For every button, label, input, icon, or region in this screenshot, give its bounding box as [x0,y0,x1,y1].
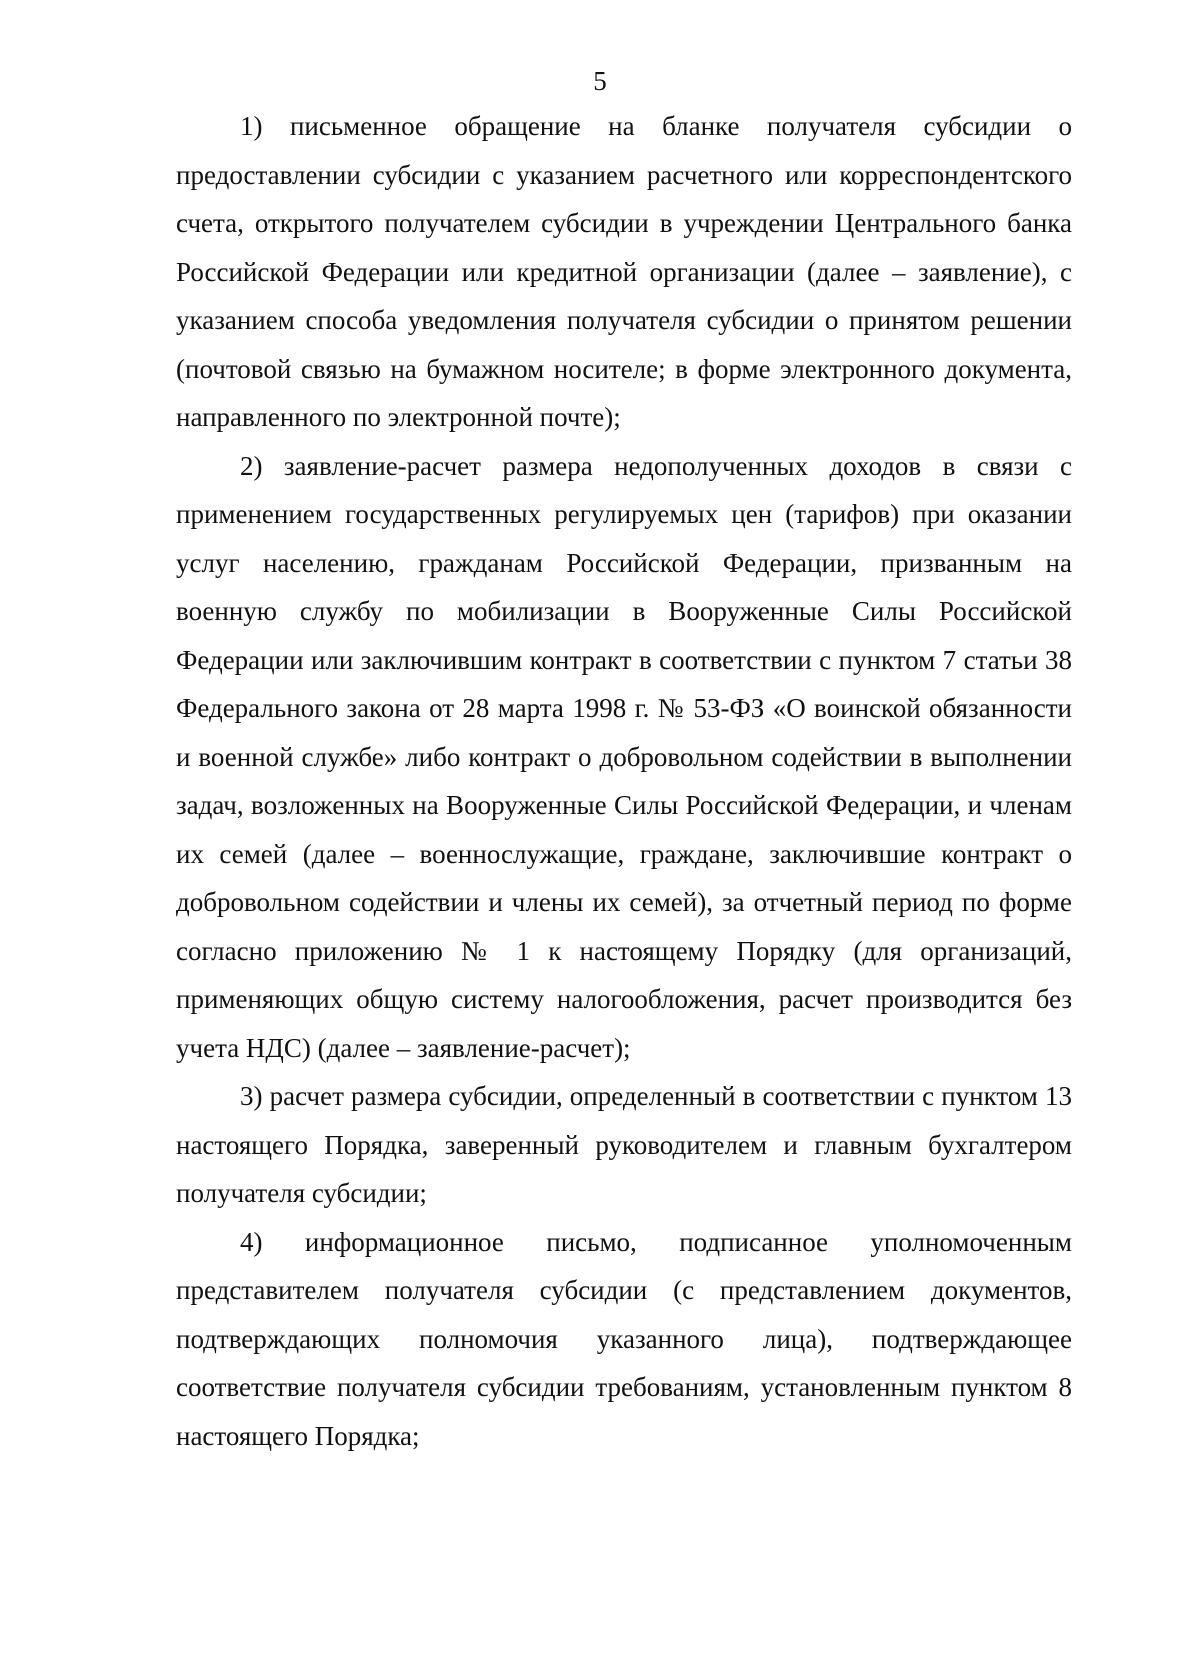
paragraph-item-1: 1) письменное обращение на бланке получателя субсидии о предоставлении субсидии с указанием расчетного или корреспондентского счета, открытого получателем субсидии в учреждении Центрального банка Российской Федерации или кредитной организации (далее – заявление), с указанием способа уведомления получателя субсидии о принятом решении (почтовой связью на бумажном носителе; в форме электронного документа, направленного по электронной почте); [176,111,1072,432]
paragraph-item-4: 4) информационное письмо, подписанное уполномоченным представителем получателя субсидии (с представлением документов, подтверждающих полномочия указанного лица), подтверждающее соответствие получателя субсидии требованиям, установленным пунктом 8 настоящего Порядка; [176,1226,1072,1451]
page-number: 5 [593,66,607,96]
paragraph-item-3: 3) расчет размера субсидии, определенный в соответствии с пунктом 13 настоящего Порядка, заверенный руководителем и главным бухгалтером получателя субсидии; [176,1081,1072,1208]
paragraph-item-2: 2) заявление-расчет размера недополученных доходов в связи с применением государственных регулируемых цен (тарифов) при оказании услуг населению, гражданам Российской Федерации, призванным на военную службу по мобилизации в Вооруженные Силы Российской Федерации или заключившим контракт в соответствии с пунктом 7 статьи 38 Федерального закона от 28 марта 1998 г. № 53-ФЗ «О воинской обязанности и военной службе» либо контракт о добровольном содействии в выполнении задач, возложенных на Вооруженные Силы Российской Федерации, и членам их семей (далее – военнослужащие, граждане, заключившие контракт о добровольном содействии и члены их семей), за отчетный период по форме согласно приложению № 1 к настоящему Порядку (для организаций, применяющих общую систему налогообложения, расчет производится без учета НДС) (далее – заявление-расчет); [176,450,1072,1063]
document-body [176,102,1072,1460]
